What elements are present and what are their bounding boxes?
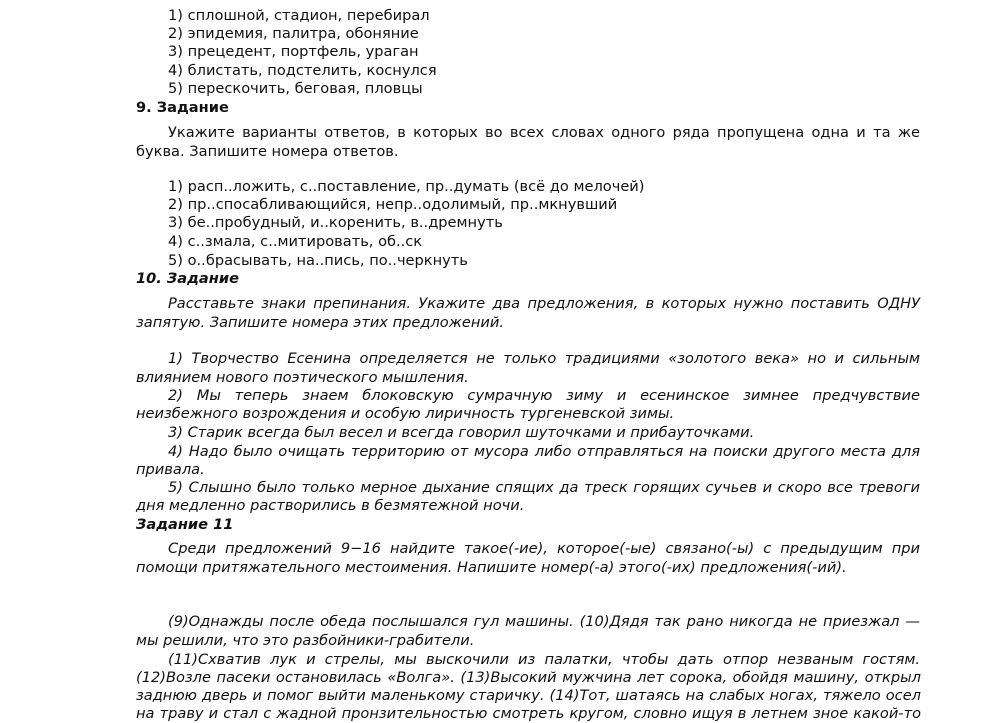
text-line: заднюю дверь и помог выйти маленькому старичку. (14)Тот, шатаясь на слабых ногах, тяжело осел — [136, 687, 921, 704]
list-item: 3) прецедент, портфель, ураган — [168, 43, 419, 60]
text-line: (12)Возле пасеки остановилась «Волга». (13)Высокий мужчина лет сорока, обойдя машину, открыл — [136, 669, 921, 686]
list-item: 3) бе..пробудный, и..коренить, в..дремнуть — [168, 214, 503, 231]
sentence-line: 1) Творчество Есенина определяется не только традициями «золотого века» но и сильным — [168, 350, 920, 367]
list-item: 1) сплошной, стадион, перебирал — [168, 7, 430, 24]
text-line: на траву и стал с жадной пронзительностью смотреть кругом, словно ищуя в летнем зное какой-то — [136, 705, 921, 722]
sentence-line: влиянием нового поэтического мышления. — [136, 369, 469, 386]
sentence-line: 4) Надо было очищать территорию от мусора либо отправляться на поиски другого места для — [168, 443, 920, 460]
task-9-instruction: буква. Запишите номера ответов. — [136, 143, 399, 160]
list-item: 5) перескочить, беговая, пловцы — [168, 80, 423, 97]
sentence-line: 5) Слышно было только мерное дыхание спящих да треск горящих сучьев и скоро все тревоги — [168, 479, 920, 496]
task-11-heading: Задание 11 — [136, 516, 234, 533]
task-11-instruction: помощи притяжательного местоимения. Напишите номер(-а) этого(-их) предложения(-ий). — [136, 559, 847, 576]
list-item: 2) эпидемия, палитра, обоняние — [168, 25, 419, 42]
sentence-line: дня медленно растворились в безмятежной ночи. — [136, 497, 525, 514]
list-item: 1) расп..ложить, с..поставление, пр..думать (всё до мелочей) — [168, 178, 645, 195]
sentence-line: 2) Мы теперь знаем блоковскую сумрачную зиму и есенинское зимнее предчувствие — [168, 387, 920, 404]
list-item: 4) блистать, подстелить, коснулся — [168, 62, 437, 79]
list-item: 4) с..змала, с..митировать, об..ск — [168, 233, 423, 250]
task-10-instruction: Расставьте знаки препинания. Укажите два предложения, в которых нужно поставить ОДНУ — [168, 295, 920, 312]
task-11-instruction: Среди предложений 9−16 найдите такое(-ие), которое(-ые) связано(-ы) с предыдущим при — [168, 540, 920, 557]
task-10-instruction: запятую. Запишите номера этих предложений. — [136, 314, 504, 331]
task-9-instruction: Укажите варианты ответов, в которых во всех словах одного ряда пропущена одна и та же — [168, 124, 920, 141]
sentence-line: 3) Старик всегда был весел и всегда говорил шуточками и прибауточками. — [168, 424, 755, 441]
sentence-line: привала. — [136, 461, 205, 478]
text-line: (11)Схватив лук и стрелы, мы выскочили из палатки, чтобы дать отпор незваным гостям. — [168, 651, 920, 668]
list-item: 2) пр..спосабливающийся, непр..одолимый, пр..мкнувший — [168, 196, 618, 213]
list-item: 5) о..брасывать, на..пись, по..черкнуть — [168, 252, 468, 269]
text-line: (9)Однажды после обеда послышался гул машины. (10)Дядя так рано никогда не приезжал — — [168, 613, 920, 630]
task-10-heading: 10. Задание — [136, 270, 239, 287]
text-line: мы решили, что это разбойники-грабители. — [136, 632, 475, 649]
sentence-line: неизбежного возрождения и особую лиричность тургеневской зимы. — [136, 405, 675, 422]
task-9-heading: 9. Задание — [136, 99, 229, 116]
